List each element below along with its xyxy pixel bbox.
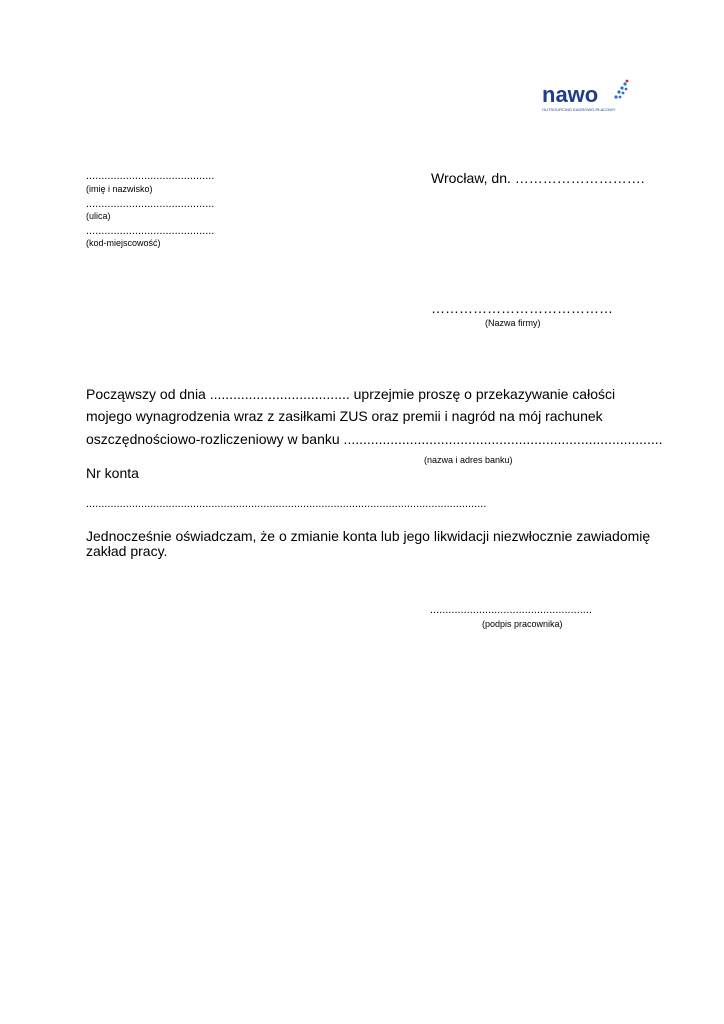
name-line: .......................................... [86,170,215,182]
signature-caption: (podpis pracownika) [482,619,563,629]
street-line: .......................................... [86,198,215,210]
name-caption: (imię i nazwisko) [86,184,153,194]
account-label: Nr konta [86,465,139,481]
postal-city-caption: (kod-miejscowość) [86,238,161,248]
place-date: Wrocław, dn. ………………………. [431,170,645,186]
bank-caption: (nazwa i adres banku) [424,455,513,465]
company-logo [532,70,636,122]
body-line-3: oszczędnościowo-rozliczeniowy w banku .................................................................................. [86,431,663,447]
logo-brand-text: nawo [542,82,599,107]
statement-line-2: zakład pracy. [86,543,168,559]
body-line-2: mojego wynagrodzenia wraz z zasiłkami ZUS oraz premii i nagród na mój rachunek [86,408,603,424]
logo-tagline: OUTSOURCING KADROWO-PŁACOWY [542,107,616,112]
body-line-1: Począwszy od dnia .................................... uprzejmie proszę o przekazywanie całości [86,386,616,402]
account-line: ................................................................................................................................... [86,498,487,510]
company-caption: (Nazwa firmy) [485,318,541,328]
street-caption: (ulica) [86,211,111,221]
company-line: ………………………………… [431,300,613,316]
nawo-logo-icon [532,70,636,122]
statement-line-1: Jednocześnie oświadczam, że o zmianie konta lub jego likwidacji niezwłocznie zawiadomię [86,528,651,544]
signature-line: ..................................................... [430,604,592,616]
postal-city-line: .......................................... [86,225,215,237]
